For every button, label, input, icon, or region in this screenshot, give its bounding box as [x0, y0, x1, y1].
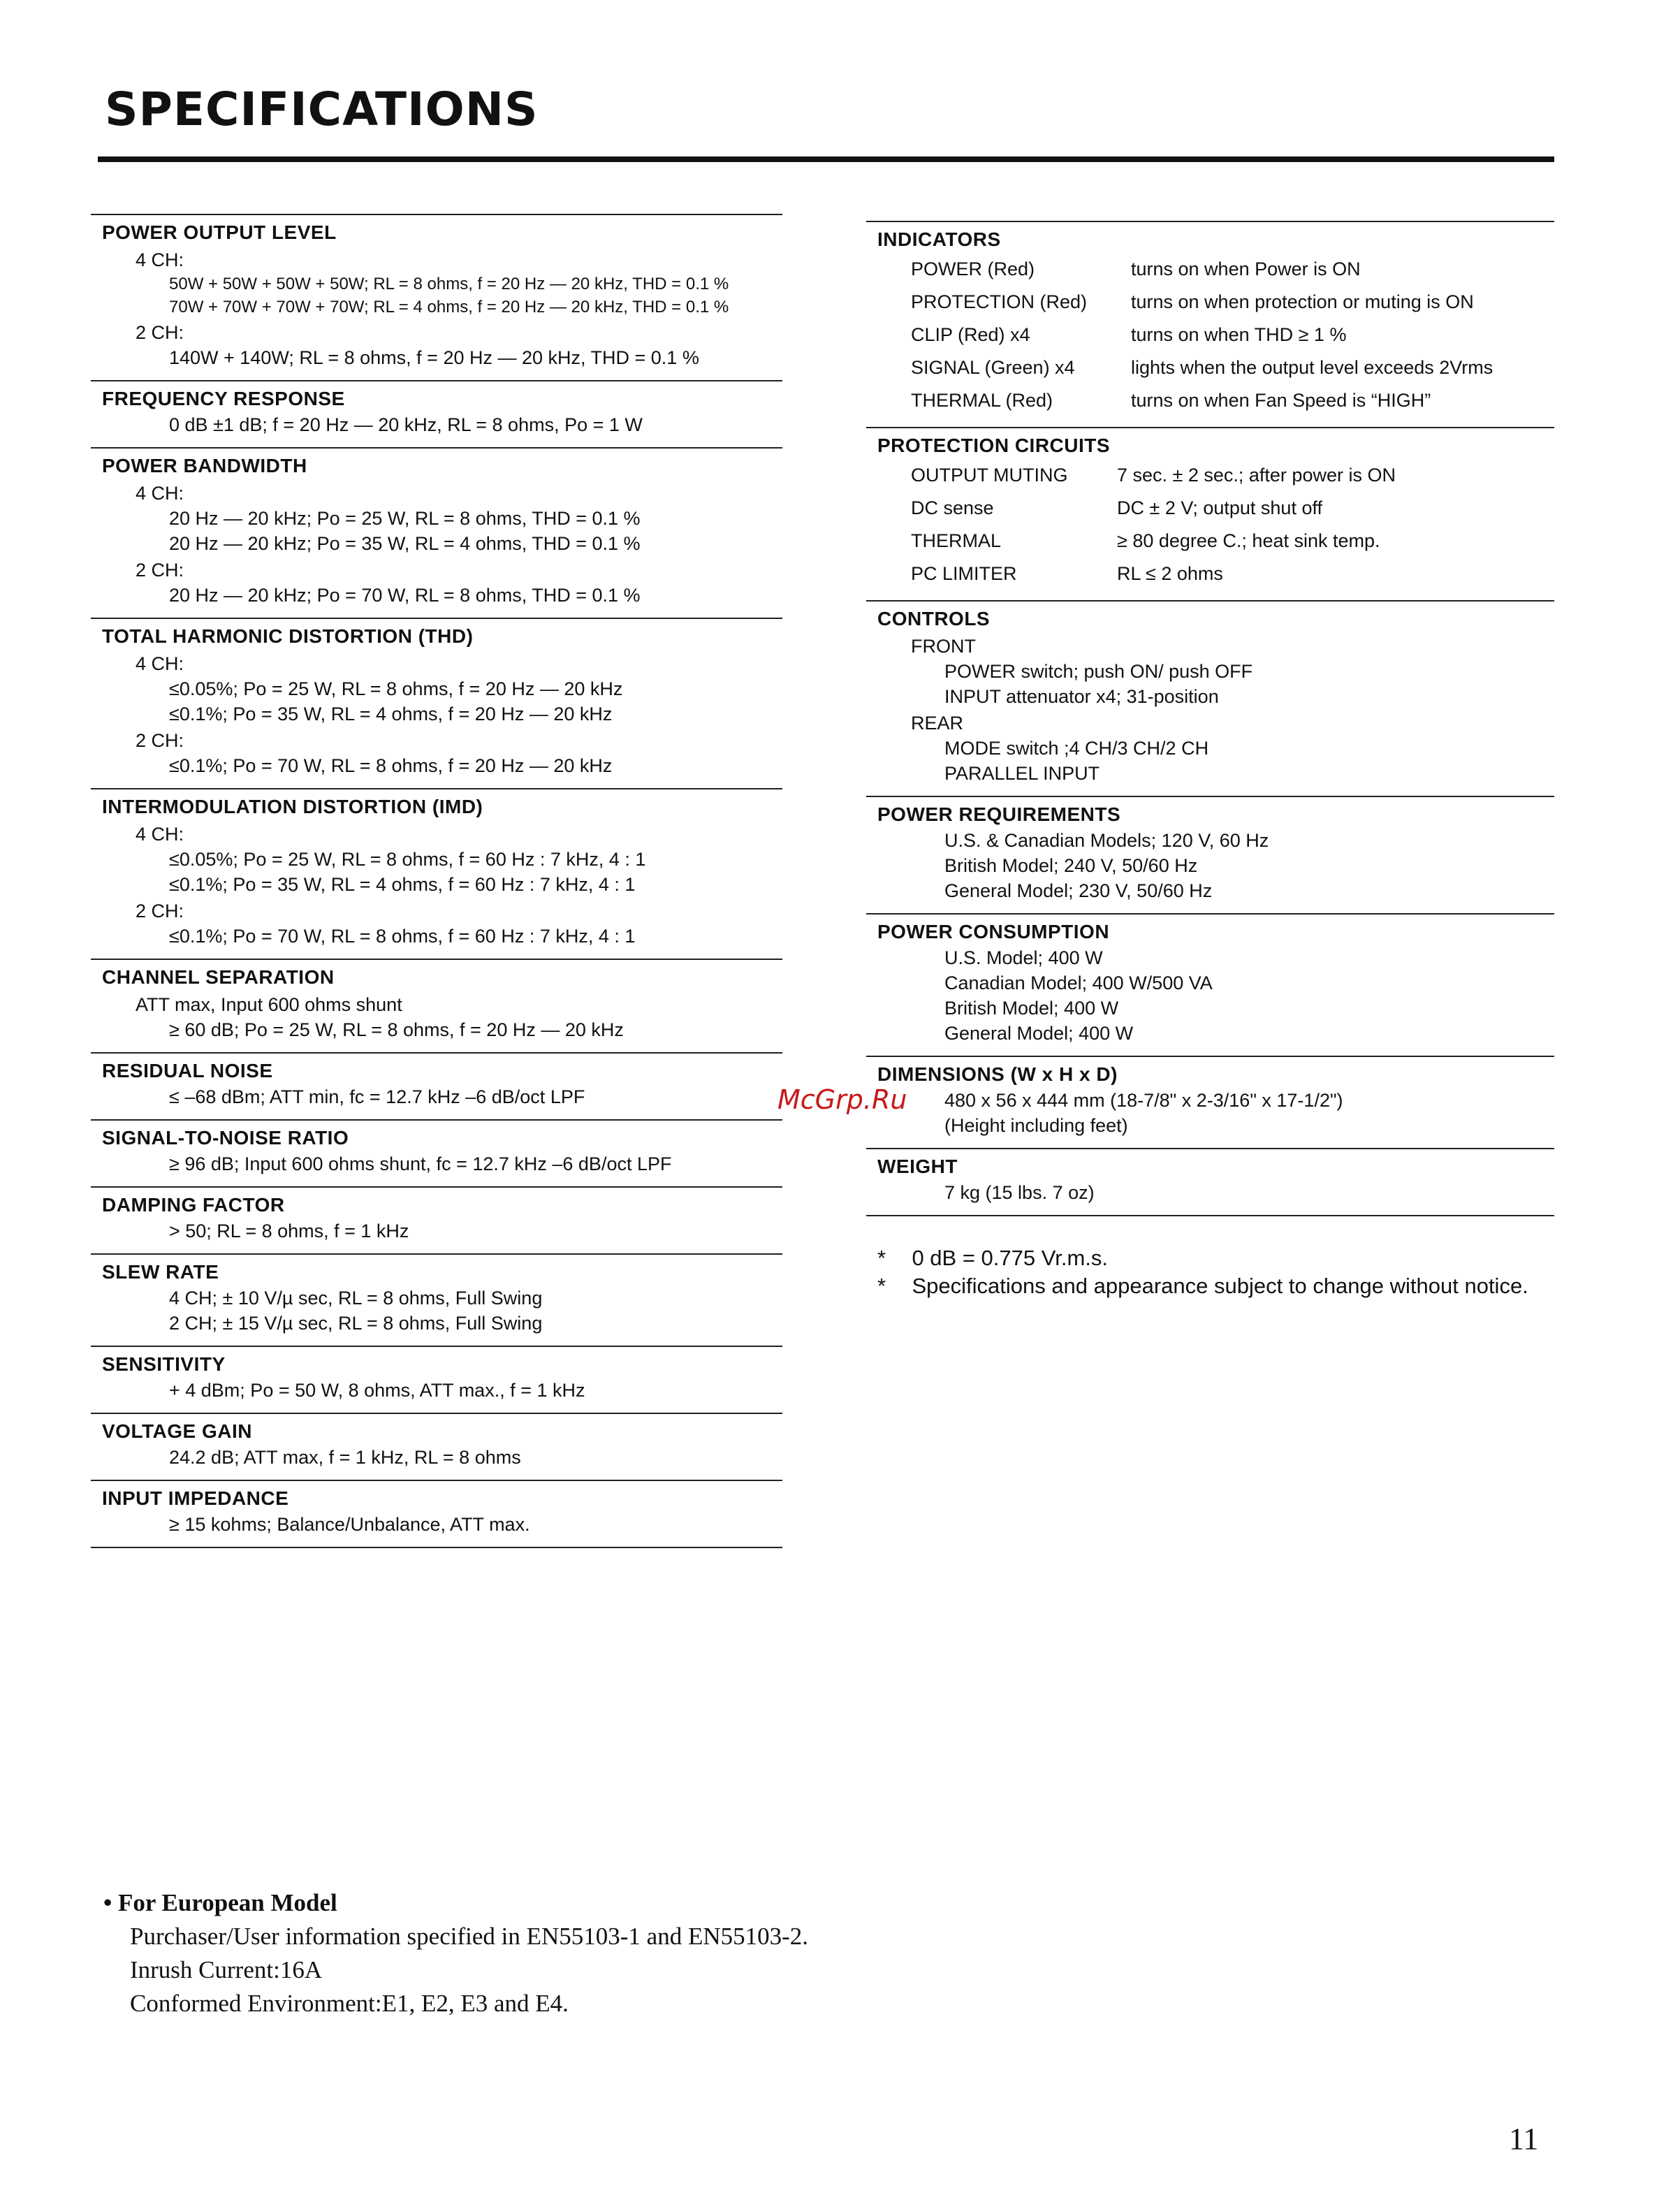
spec-line: U.S. Model; 400 W — [944, 947, 1103, 968]
european-model-block — [103, 1886, 808, 2020]
spec-section — [91, 380, 782, 447]
watermark: McGrp.Ru — [777, 1084, 907, 1115]
right-spec-column — [866, 221, 1554, 1300]
section-heading: CONTROLS — [877, 608, 991, 629]
section-heading: POWER BANDWIDTH — [102, 455, 307, 476]
section-heading: SENSITIVITY — [102, 1353, 226, 1375]
page-title: SPECIFICATIONS — [105, 82, 539, 136]
subgroup-label: FRONT — [911, 636, 976, 657]
spec-line: > 50; RL = 8 ohms, f = 1 kHz — [169, 1221, 409, 1241]
spec-row-value: RL ≤ 2 ohms — [1117, 563, 1223, 584]
footnote — [877, 1244, 1554, 1272]
spec-section — [866, 1148, 1554, 1216]
spec-line: (Height including feet) — [944, 1115, 1128, 1136]
european-model-line: Purchaser/User information specified in EN55103-1 and EN55103-2. — [130, 1923, 809, 1950]
spec-section — [866, 221, 1554, 427]
spec-line: General Model; 400 W — [944, 1023, 1134, 1044]
spec-row-value: 7 sec. ± 2 sec.; after power is ON — [1117, 465, 1396, 486]
spec-line: 20 Hz — 20 kHz; Po = 25 W, RL = 8 ohms, THD = 0.1 % — [169, 508, 641, 529]
section-heading: INDICATORS — [877, 228, 1001, 250]
spec-row — [877, 253, 1554, 286]
spec-section — [91, 1346, 782, 1413]
spec-line: MODE switch ;4 CH/3 CH/2 CH — [944, 738, 1209, 759]
spec-line: + 4 dBm; Po = 50 W, 8 ohms, ATT max., f = 1 kHz — [169, 1380, 585, 1401]
spec-line: British Model; 240 V, 50/60 Hz — [944, 855, 1198, 876]
spec-section — [91, 788, 782, 959]
section-heading: SLEW RATE — [102, 1261, 219, 1283]
spec-row — [877, 384, 1554, 417]
spec-line: ≤0.05%; Po = 25 W, RL = 8 ohms, f = 20 Hz — 20 kHz — [169, 678, 623, 699]
european-model-heading: • For European Model — [103, 1889, 337, 1916]
spec-section — [866, 427, 1554, 600]
footnote-text: Specifications and appearance subject to change without notice. — [912, 1274, 1528, 1298]
subgroup-label: 4 CH: — [136, 653, 184, 674]
spec-section — [91, 1480, 782, 1548]
section-heading: POWER CONSUMPTION — [877, 921, 1110, 942]
spec-section — [91, 214, 782, 380]
section-heading: POWER REQUIREMENTS — [877, 803, 1121, 825]
section-heading: INPUT IMPEDANCE — [102, 1487, 289, 1509]
section-heading: RESIDUAL NOISE — [102, 1060, 273, 1081]
spec-line: Canadian Model; 400 W/500 VA — [944, 972, 1213, 993]
subgroup-label: 2 CH: — [136, 730, 184, 751]
spec-line: ≤ –68 dBm; ATT min, fc = 12.7 kHz –6 dB/oct LPF — [169, 1086, 585, 1107]
spec-line: 2 CH; ± 15 V/µ sec, RL = 8 ohms, Full Swing — [169, 1313, 543, 1334]
section-heading: CHANNEL SEPARATION — [102, 966, 335, 988]
spec-row — [877, 286, 1554, 319]
european-model-body — [103, 1920, 808, 2020]
footnote-text: 0 dB = 0.775 Vr.m.s. — [912, 1246, 1109, 1270]
spec-line: ≥ 96 dB; Input 600 ohms shunt, fc = 12.7 kHz –6 dB/oct LPF — [169, 1153, 672, 1174]
footnotes — [866, 1244, 1554, 1300]
spec-row — [877, 319, 1554, 351]
section-heading: SIGNAL-TO-NOISE RATIO — [102, 1127, 349, 1149]
spec-section — [91, 618, 782, 788]
section-heading: PROTECTION CIRCUITS — [877, 435, 1111, 456]
spec-row-key: POWER (Red) — [911, 258, 1035, 279]
section-heading: TOTAL HARMONIC DISTORTION (THD) — [102, 625, 474, 647]
spec-row-value: turns on when protection or muting is ON — [1131, 291, 1474, 312]
spec-line: 24.2 dB; ATT max, f = 1 kHz, RL = 8 ohms — [169, 1447, 521, 1468]
subgroup-label: 4 CH: — [136, 483, 184, 504]
spec-section — [866, 600, 1554, 796]
subgroup-label: 2 CH: — [136, 901, 184, 921]
spec-row — [877, 459, 1554, 492]
spec-line: ≥ 60 dB; Po = 25 W, RL = 8 ohms, f = 20 Hz — 20 kHz — [169, 1019, 624, 1040]
spec-line: 480 x 56 x 444 mm (18-7/8" x 2-3/16" x 17-1/2") — [944, 1090, 1343, 1111]
spec-row-value: turns on when Power is ON — [1131, 258, 1361, 279]
spec-row-key: PC LIMITER — [911, 563, 1017, 584]
subgroup-label: 2 CH: — [136, 322, 184, 343]
title-rule — [98, 156, 1554, 162]
spec-section — [91, 1186, 782, 1253]
subgroup-label: 4 CH: — [136, 824, 184, 845]
spec-section — [866, 1056, 1554, 1148]
spec-line: 50W + 50W + 50W + 50W; RL = 8 ohms, f = 20 Hz — 20 kHz, THD = 0.1 % — [169, 275, 729, 293]
spec-row-key: PROTECTION (Red) — [911, 291, 1088, 312]
spec-row-key: DC sense — [911, 497, 994, 518]
spec-section — [866, 913, 1554, 1056]
spec-row-key: OUTPUT MUTING — [911, 465, 1068, 486]
spec-row-value: DC ± 2 V; output shut off — [1117, 497, 1322, 518]
section-heading: VOLTAGE GAIN — [102, 1420, 252, 1442]
spec-row-value: turns on when Fan Speed is “HIGH” — [1131, 390, 1431, 411]
spec-line: INPUT attenuator x4; 31-position — [944, 686, 1219, 707]
section-heading: WEIGHT — [877, 1156, 958, 1177]
spec-line: ≤0.1%; Po = 70 W, RL = 8 ohms, f = 60 Hz : 7 kHz, 4 : 1 — [169, 926, 636, 947]
spec-row-key: THERMAL — [911, 530, 1002, 551]
spec-row-key: CLIP (Red) x4 — [911, 324, 1030, 345]
section-heading: POWER OUTPUT LEVEL — [102, 221, 337, 243]
spec-section — [91, 959, 782, 1052]
spec-line: British Model; 400 W — [944, 998, 1119, 1019]
right-spec-sections — [866, 221, 1554, 1216]
spec-line: ≤0.1%; Po = 70 W, RL = 8 ohms, f = 20 Hz — 20 kHz — [169, 755, 613, 776]
subgroup-label: 4 CH: — [136, 249, 184, 270]
spec-line: ≥ 15 kohms; Balance/Unbalance, ATT max. — [169, 1514, 530, 1535]
spec-line: 4 CH; ± 10 V/µ sec, RL = 8 ohms, Full Swing — [169, 1288, 543, 1309]
spec-row-value: turns on when THD ≥ 1 % — [1131, 324, 1347, 345]
spec-line: 20 Hz — 20 kHz; Po = 70 W, RL = 8 ohms, THD = 0.1 % — [169, 585, 641, 606]
spec-line: ≤0.1%; Po = 35 W, RL = 4 ohms, f = 20 Hz — 20 kHz — [169, 704, 613, 724]
spec-line: U.S. & Canadian Models; 120 V, 60 Hz — [944, 830, 1269, 851]
spec-line: POWER switch; push ON/ push OFF — [944, 661, 1253, 682]
spec-section — [91, 1413, 782, 1480]
spec-line: 0 dB ±1 dB; f = 20 Hz — 20 kHz, RL = 8 ohms, Po = 1 W — [169, 414, 643, 435]
spec-line: General Model; 230 V, 50/60 Hz — [944, 880, 1213, 901]
spec-section — [91, 1253, 782, 1346]
spec-row-value: lights when the output level exceeds 2Vrms — [1131, 357, 1493, 378]
spec-section — [866, 796, 1554, 913]
spec-row — [877, 525, 1554, 558]
spec-line: PARALLEL INPUT — [944, 763, 1100, 784]
subgroup-label: 2 CH: — [136, 560, 184, 581]
spec-row — [877, 351, 1554, 384]
spec-row — [877, 492, 1554, 525]
subgroup-label: REAR — [911, 713, 964, 734]
spec-line: 7 kg (15 lbs. 7 oz) — [944, 1182, 1095, 1203]
european-model-line: Inrush Current:16A — [130, 1956, 323, 1983]
subgroup-label: ATT max, Input 600 ohms shunt — [136, 994, 402, 1015]
spec-row-value: ≥ 80 degree C.; heat sink temp. — [1117, 530, 1380, 551]
section-heading: FREQUENCY RESPONSE — [102, 388, 345, 409]
section-heading: DAMPING FACTOR — [102, 1194, 285, 1216]
footnote-asterisk: * — [877, 1246, 886, 1270]
spec-section — [91, 1119, 782, 1186]
spec-section — [91, 447, 782, 618]
spec-line: ≤0.1%; Po = 35 W, RL = 4 ohms, f = 60 Hz : 7 kHz, 4 : 1 — [169, 874, 636, 895]
left-spec-column — [91, 214, 782, 1548]
spec-row — [877, 558, 1554, 590]
section-heading: DIMENSIONS (W x H x D) — [877, 1063, 1118, 1085]
spec-section — [91, 1052, 782, 1119]
spec-line: 140W + 140W; RL = 8 ohms, f = 20 Hz — 20 kHz, THD = 0.1 % — [169, 347, 699, 368]
spec-line: ≤0.05%; Po = 25 W, RL = 8 ohms, f = 60 Hz : 7 kHz, 4 : 1 — [169, 849, 646, 870]
spec-line: 20 Hz — 20 kHz; Po = 35 W, RL = 4 ohms, THD = 0.1 % — [169, 533, 641, 554]
footnote — [877, 1272, 1554, 1300]
spec-row-key: THERMAL (Red) — [911, 390, 1053, 411]
page-number: 11 — [1509, 2122, 1539, 2156]
european-model-line: Conformed Environment:E1, E2, E3 and E4. — [130, 1990, 569, 2017]
section-heading: INTERMODULATION DISTORTION (IMD) — [102, 796, 483, 817]
footnote-asterisk: * — [877, 1274, 886, 1298]
spec-line: 70W + 70W + 70W + 70W; RL = 4 ohms, f = 20 Hz — 20 kHz, THD = 0.1 % — [169, 298, 729, 316]
spec-row-key: SIGNAL (Green) x4 — [911, 357, 1075, 378]
